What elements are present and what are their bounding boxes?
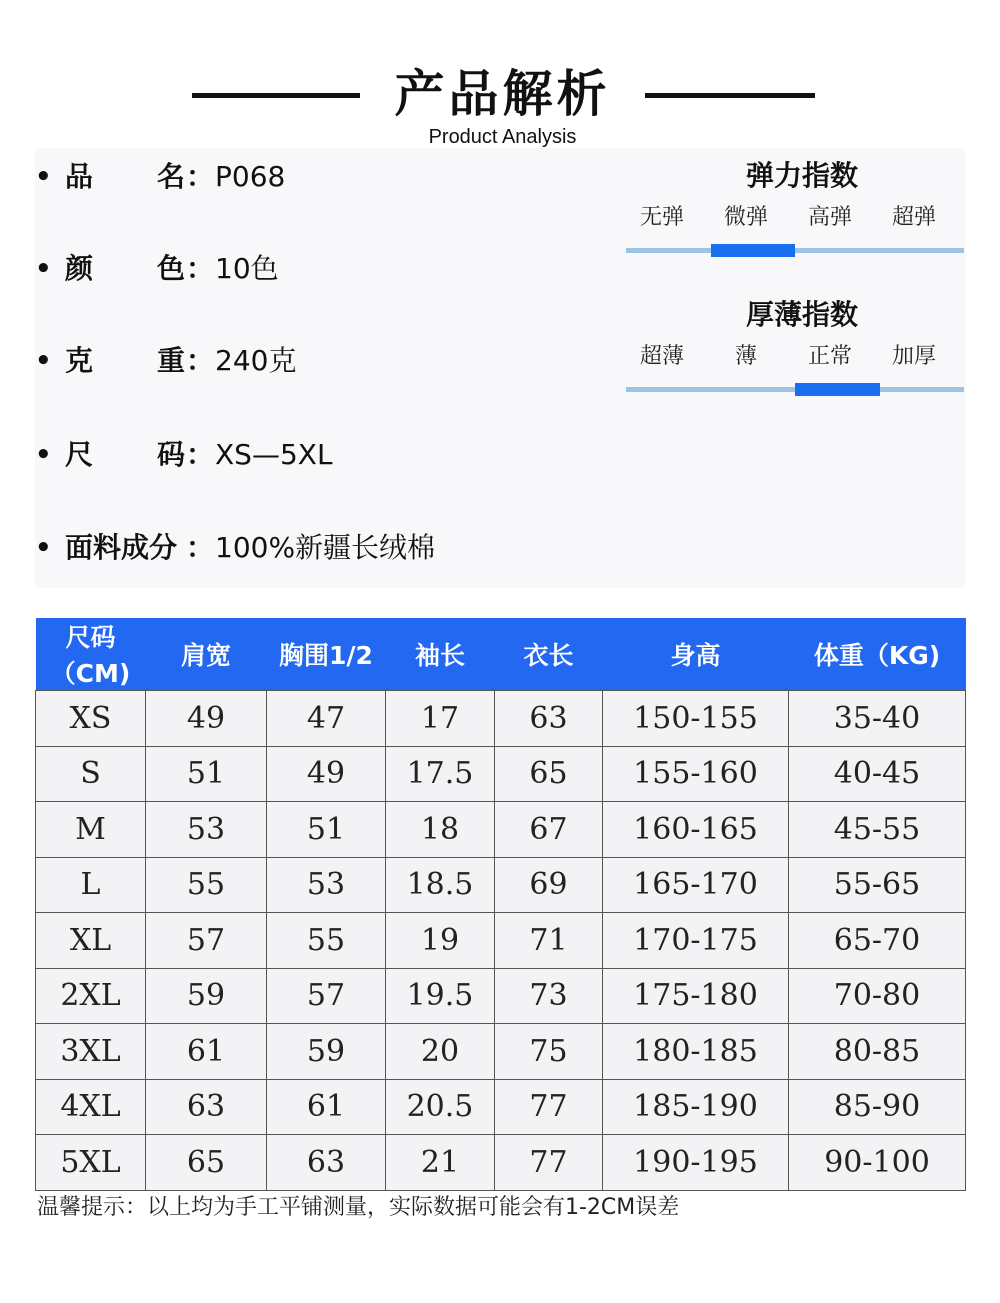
table-cell: 17.5 — [386, 746, 495, 802]
table-cell: 19 — [386, 913, 495, 969]
table-cell: 20.5 — [386, 1079, 495, 1135]
bullet-icon: • — [35, 346, 52, 376]
table-cell: 77 — [495, 1079, 603, 1135]
thickness-selected-marker — [795, 383, 880, 396]
spec-colon: ： — [185, 531, 214, 564]
header-chest: 胸围1/2 — [267, 618, 386, 691]
spec-value-name: P068 — [215, 160, 286, 193]
table-cell: 63 — [495, 691, 603, 747]
table-cell: 65 — [146, 1135, 267, 1191]
size-table — [35, 618, 966, 1191]
table-row — [36, 857, 966, 913]
thickness-index — [610, 295, 966, 392]
table-cell: 57 — [146, 913, 267, 969]
table-cell: 59 — [146, 968, 267, 1024]
table-cell: 51 — [267, 802, 386, 858]
header-weight: 体重（KG) — [789, 618, 966, 691]
table-cell: 65 — [495, 746, 603, 802]
table-cell: 51 — [146, 746, 267, 802]
table-cell: 170-175 — [603, 913, 789, 969]
table-cell: 160-165 — [603, 802, 789, 858]
table-cell: 70-80 — [789, 968, 966, 1024]
elasticity-index — [610, 156, 966, 253]
table-cell: 61 — [146, 1024, 267, 1080]
table-row — [36, 913, 966, 969]
table-cell: 40-45 — [789, 746, 966, 802]
thickness-option: 超薄 — [639, 344, 684, 369]
elasticity-option: 微弹 — [723, 205, 768, 230]
table-cell: 57 — [267, 968, 386, 1024]
page-title: 产品解析 — [394, 65, 611, 123]
table-cell: M — [36, 802, 146, 858]
table-cell: 53 — [146, 802, 267, 858]
spec-colon: ： — [185, 252, 214, 285]
table-cell: 19.5 — [386, 968, 495, 1024]
bullet-icon: • — [35, 533, 52, 563]
spec-value-weight: 240克 — [215, 344, 297, 377]
thickness-options — [610, 341, 966, 373]
table-cell: 49 — [267, 746, 386, 802]
spec-row-weight — [35, 341, 296, 381]
table-row — [36, 691, 966, 747]
table-cell: XS — [36, 691, 146, 747]
elasticity-option: 无弹 — [639, 205, 684, 230]
table-row — [36, 968, 966, 1024]
table-row — [36, 1024, 966, 1080]
table-cell: 80-85 — [789, 1024, 966, 1080]
spec-colon: ： — [185, 438, 214, 471]
header-length: 衣长 — [495, 618, 603, 691]
bullet-icon: • — [35, 440, 52, 470]
thickness-option: 加厚 — [891, 344, 936, 369]
spec-value-size: XS—5XL — [215, 438, 333, 471]
spec-value-color: 10色 — [215, 252, 279, 285]
table-cell: 21 — [386, 1135, 495, 1191]
table-cell: 155-160 — [603, 746, 789, 802]
elasticity-option: 高弹 — [807, 205, 852, 230]
table-cell: 17 — [386, 691, 495, 747]
thickness-track — [626, 387, 964, 392]
table-cell: 55 — [267, 913, 386, 969]
table-cell: 49 — [146, 691, 267, 747]
elasticity-track — [626, 248, 964, 253]
table-cell: 3XL — [36, 1024, 146, 1080]
table-cell: 85-90 — [789, 1079, 966, 1135]
table-cell: 180-185 — [603, 1024, 789, 1080]
elasticity-title: 弹力指数 — [745, 159, 858, 192]
bullet-icon: • — [35, 254, 52, 284]
thickness-option: 正常 — [807, 344, 852, 369]
table-cell: 47 — [267, 691, 386, 747]
table-cell: 55-65 — [789, 857, 966, 913]
table-row — [36, 802, 966, 858]
thickness-title: 厚薄指数 — [745, 298, 858, 331]
table-row — [36, 1079, 966, 1135]
table-cell: 5XL — [36, 1135, 146, 1191]
table-cell: 55 — [146, 857, 267, 913]
table-cell: 65-70 — [789, 913, 966, 969]
table-cell: 77 — [495, 1135, 603, 1191]
table-cell: 45-55 — [789, 802, 966, 858]
spec-label: 尺 码 — [65, 438, 185, 471]
table-cell: 35-40 — [789, 691, 966, 747]
header-rule-right — [645, 93, 815, 98]
table-cell: 4XL — [36, 1079, 146, 1135]
spec-label-fabric: 面料成分 — [65, 531, 178, 564]
table-cell: 185-190 — [603, 1079, 789, 1135]
header-size: 尺码（CM) — [36, 618, 146, 691]
table-cell: 18 — [386, 802, 495, 858]
spec-value-fabric: 100%新疆长绒棉 — [215, 531, 436, 564]
table-cell: 61 — [267, 1079, 386, 1135]
elasticity-options — [610, 202, 966, 234]
header-shoulder: 肩宽 — [146, 618, 267, 691]
table-cell: 18.5 — [386, 857, 495, 913]
table-cell: 59 — [267, 1024, 386, 1080]
spec-label: 颜 色 — [65, 252, 185, 285]
spec-row-size — [35, 435, 333, 475]
table-cell: L — [36, 857, 146, 913]
header-sleeve: 袖长 — [386, 618, 495, 691]
table-cell: 75 — [495, 1024, 603, 1080]
header-rule-left — [192, 93, 360, 98]
table-cell: 53 — [267, 857, 386, 913]
table-cell: 63 — [267, 1135, 386, 1191]
table-cell: 2XL — [36, 968, 146, 1024]
table-cell: 20 — [386, 1024, 495, 1080]
table-cell: 73 — [495, 968, 603, 1024]
thickness-option: 薄 — [734, 344, 757, 369]
page-subtitle: Product Analysis — [428, 126, 577, 148]
spec-row-color — [35, 249, 279, 289]
table-header-row — [36, 618, 966, 691]
spec-row-name — [35, 157, 285, 197]
table-cell: XL — [36, 913, 146, 969]
table-row — [36, 1135, 966, 1191]
spec-colon: ： — [185, 160, 214, 193]
measurement-note: 温馨提示：以上均为手工平铺测量，实际数据可能会有1-2CM误差 — [37, 1195, 680, 1220]
table-cell: 71 — [495, 913, 603, 969]
spec-row-fabric — [35, 528, 435, 568]
table-row — [36, 746, 966, 802]
table-cell: 165-170 — [603, 857, 789, 913]
bullet-icon: • — [35, 162, 52, 192]
header-height: 身高 — [603, 618, 789, 691]
table-cell: 69 — [495, 857, 603, 913]
table-cell: 175-180 — [603, 968, 789, 1024]
table-cell: S — [36, 746, 146, 802]
table-cell: 63 — [146, 1079, 267, 1135]
elasticity-selected-marker — [711, 244, 796, 257]
table-cell: 67 — [495, 802, 603, 858]
spec-colon: ： — [185, 344, 214, 377]
table-cell: 190-195 — [603, 1135, 789, 1191]
spec-label: 品 名 — [65, 160, 185, 193]
spec-label: 克 重 — [65, 344, 185, 377]
table-cell: 150-155 — [603, 691, 789, 747]
table-cell: 90-100 — [789, 1135, 966, 1191]
size-table-body — [36, 691, 966, 1191]
elasticity-option: 超弹 — [891, 205, 936, 230]
